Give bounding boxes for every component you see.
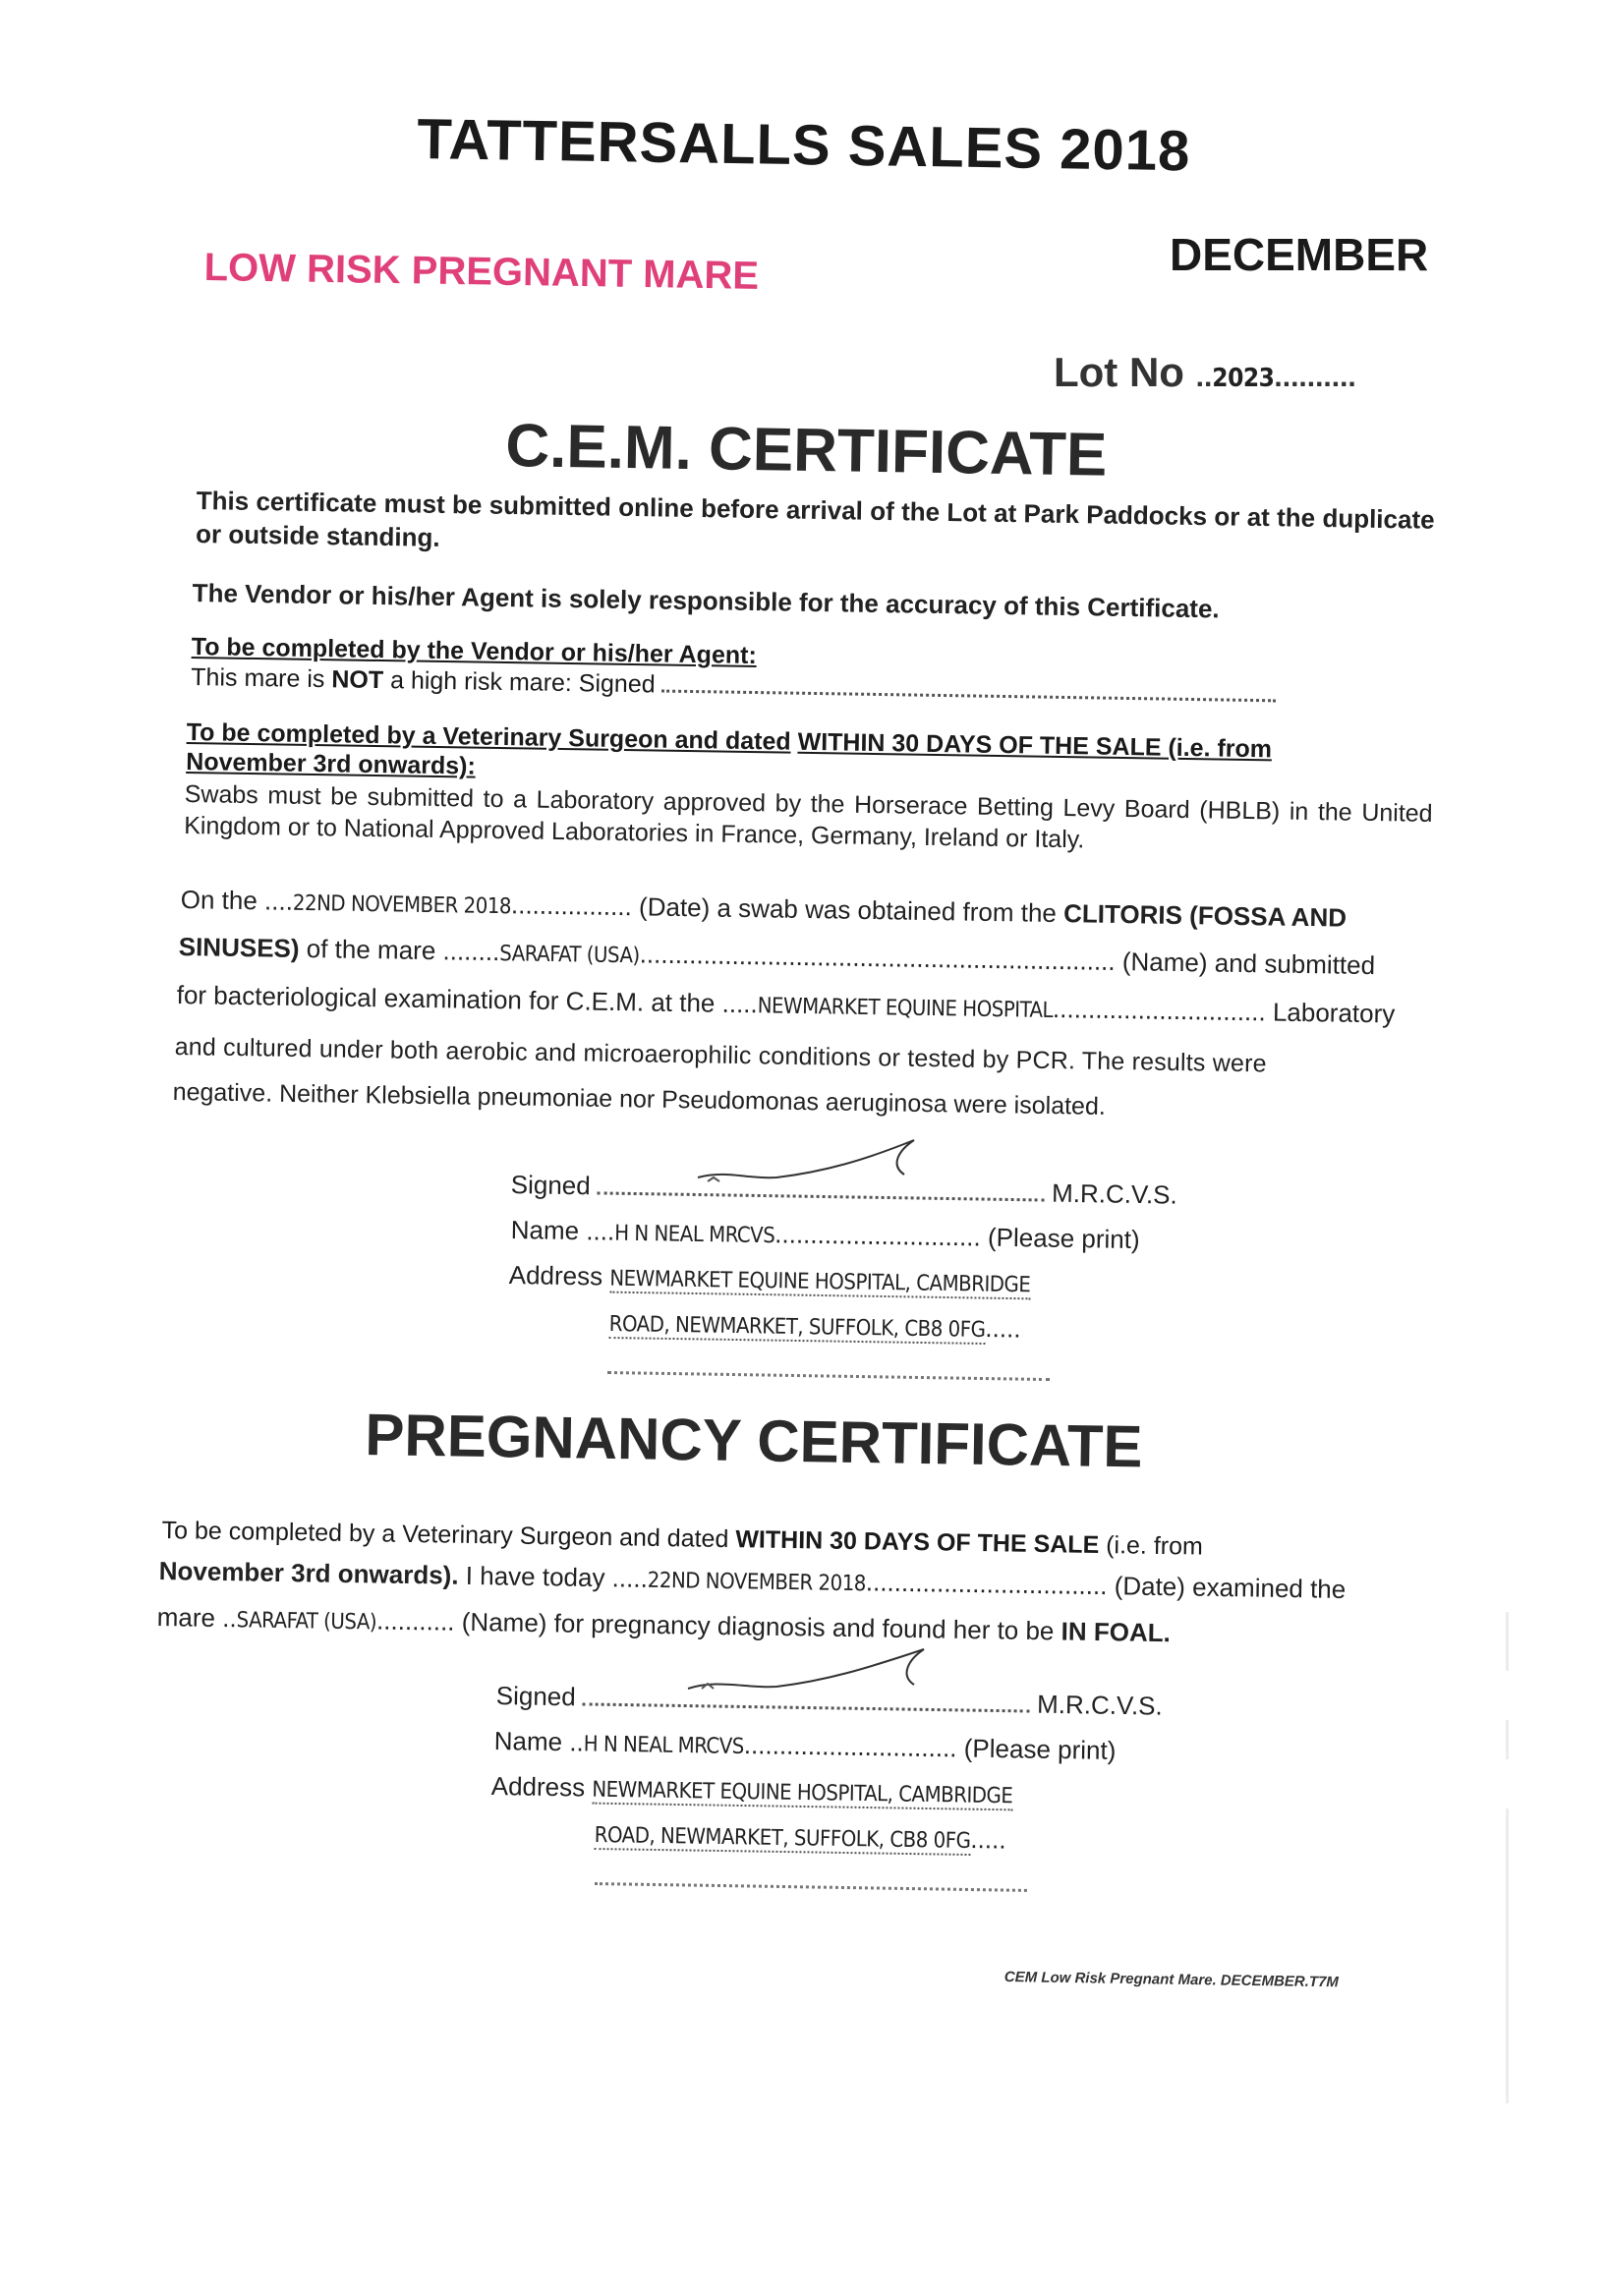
cem-certificate-title: C.E.M. CERTIFICATE <box>504 411 1108 489</box>
lot-value: 2023 <box>1212 364 1275 393</box>
pregnancy-date-row: November 3rd onwards). I have today .....22ND NOVEMBER 2018.................................. (Date) examined the <box>158 1556 1347 1604</box>
cem-address-row: Address NEWMARKET EQUINE HOSPITAL, CAMBRIDGE <box>508 1260 1031 1298</box>
pregnancy-certificate-title: PREGNANCY CERTIFICATE <box>364 1401 1144 1480</box>
swab-date-row: On the ....22ND NOVEMBER 2018................. (Date) a swab was obtained from the CLITORIS (FOSSA AND <box>180 885 1347 933</box>
cem-submission-notice: This certificate must be submitted online before arrival of the Lot at Park Paddocks or at the duplicate or outside standing. <box>195 485 1435 552</box>
cem-name-row: Name ....H N NEAL MRCVS............................. (Please print) <box>510 1215 1140 1255</box>
pregnancy-address-line-2[interactable]: ROAD, NEWMARKET, SUFFOLK, CB8 0FG <box>594 1822 971 1855</box>
lab-name-value[interactable]: NEWMARKET EQUINE HOSPITAL <box>757 994 1054 1023</box>
swab-lab-note: Swabs must be submitted to a Laboratory approved by the Horserace Betting Levy Board (HBLB) in the United Kingdom or to National Approved Laboratories in France, Germany, Ireland or Italy. <box>184 779 1433 854</box>
cem-vet-name-value[interactable]: H N NEAL MRCVS <box>614 1221 775 1249</box>
vendor-section <box>191 633 1277 709</box>
vet-heading: To be completed by a Veterinary Surgeon and dated WITHIN 30 DAYS OF THE SALE (i.e. from November 3rd onwards): <box>186 718 1273 780</box>
cem-signature-scribble <box>688 1120 944 1199</box>
scan-edge-mark <box>1506 1720 1509 1759</box>
cem-responsibility-notice: The Vendor or his/her Agent is solely responsible for the accuracy of this Certificate. <box>192 577 1220 624</box>
form-reference: CEM Low Risk Pregnant Mare. DECEMBER.T7M <box>1003 1969 1340 1991</box>
lot-label: Lot No <box>1054 349 1184 395</box>
pregnancy-mare-name-value[interactable]: SARAFAT (USA) <box>236 1608 377 1636</box>
pregnancy-address-line-3[interactable] <box>595 1882 1027 1892</box>
pregnancy-address-row-2: ROAD, NEWMARKET, SUFFOLK, CB8 0FG..... <box>594 1822 1006 1855</box>
vendor-heading: To be completed by the Vendor or his/her Agent: <box>191 633 757 670</box>
pregnancy-intro: To be completed by a Veterinary Surgeon and dated WITHIN 30 DAYS OF THE SALE (i.e. from <box>161 1516 1204 1561</box>
cem-mare-name-value[interactable]: SARAFAT (USA) <box>499 942 640 969</box>
cem-address-row-2: ROAD, NEWMARKET, SUFFOLK, CB8 0FG..... <box>608 1311 1021 1344</box>
pregnancy-address-row: Address NEWMARKET EQUINE HOSPITAL, CAMBRIDGE <box>490 1771 1013 1809</box>
cem-signed-row: Signed M.R.C.V.S. <box>510 1170 1177 1210</box>
scan-edge-mark <box>1506 1808 1509 2103</box>
vendor-signature-field[interactable] <box>661 690 1276 703</box>
scan-edge-mark <box>1506 1612 1509 1671</box>
negative-result-text: negative. Neither Klebsiella pneumoniae nor Pseudomonas aeruginosa were isolated. <box>172 1077 1107 1120</box>
sale-month: DECEMBER <box>1170 229 1429 280</box>
cem-address-line-1[interactable]: NEWMARKET EQUINE HOSPITAL, CAMBRIDGE <box>609 1266 1031 1298</box>
cem-address-line-2[interactable]: ROAD, NEWMARKET, SUFFOLK, CB8 0FG <box>608 1311 986 1344</box>
document-title: TATTERSALLS SALES 2018 <box>416 106 1191 184</box>
pregnancy-name-row: Name ..H N NEAL MRCVS.............................. (Please print) <box>493 1726 1117 1765</box>
pregnancy-signed-row: Signed M.R.C.V.S. <box>495 1681 1163 1721</box>
cultured-text: and cultured under both aerobic and microaerophilic conditions or tested by PCR. The results were <box>174 1032 1267 1078</box>
mare-category: LOW RISK PREGNANT MARE <box>203 246 760 298</box>
vendor-statement: This mare is NOT a high risk mare: Signed <box>191 663 1277 709</box>
swab-date-value[interactable]: 22ND NOVEMBER 2018 <box>292 890 512 920</box>
cem-address-line-3[interactable] <box>607 1371 1050 1381</box>
lot-number: Lot No ..2023.......... <box>1054 349 1356 395</box>
pregnancy-signature-scribble <box>678 1632 953 1710</box>
pregnancy-vet-name-value[interactable]: H N NEAL MRCVS <box>583 1732 745 1759</box>
mare-name-row: SINUSES) of the mare ........SARAFAT (USA)................................................................... (Name) and submitted <box>178 932 1376 981</box>
pregnancy-address-line-1[interactable]: NEWMARKET EQUINE HOSPITAL, CAMBRIDGE <box>592 1777 1013 1809</box>
pregnancy-date-value[interactable]: 22ND NOVEMBER 2018 <box>647 1568 867 1597</box>
pregnancy-mare-row: mare ..SARAFAT (USA)........... (Name) for pregnancy diagnosis and found her to be IN FOAL. <box>156 1602 1172 1648</box>
lab-row: for bacteriological examination for C.E.M. at the .....NEWMARKET EQUINE HOSPITAL.............................. Laboratory <box>176 980 1396 1029</box>
